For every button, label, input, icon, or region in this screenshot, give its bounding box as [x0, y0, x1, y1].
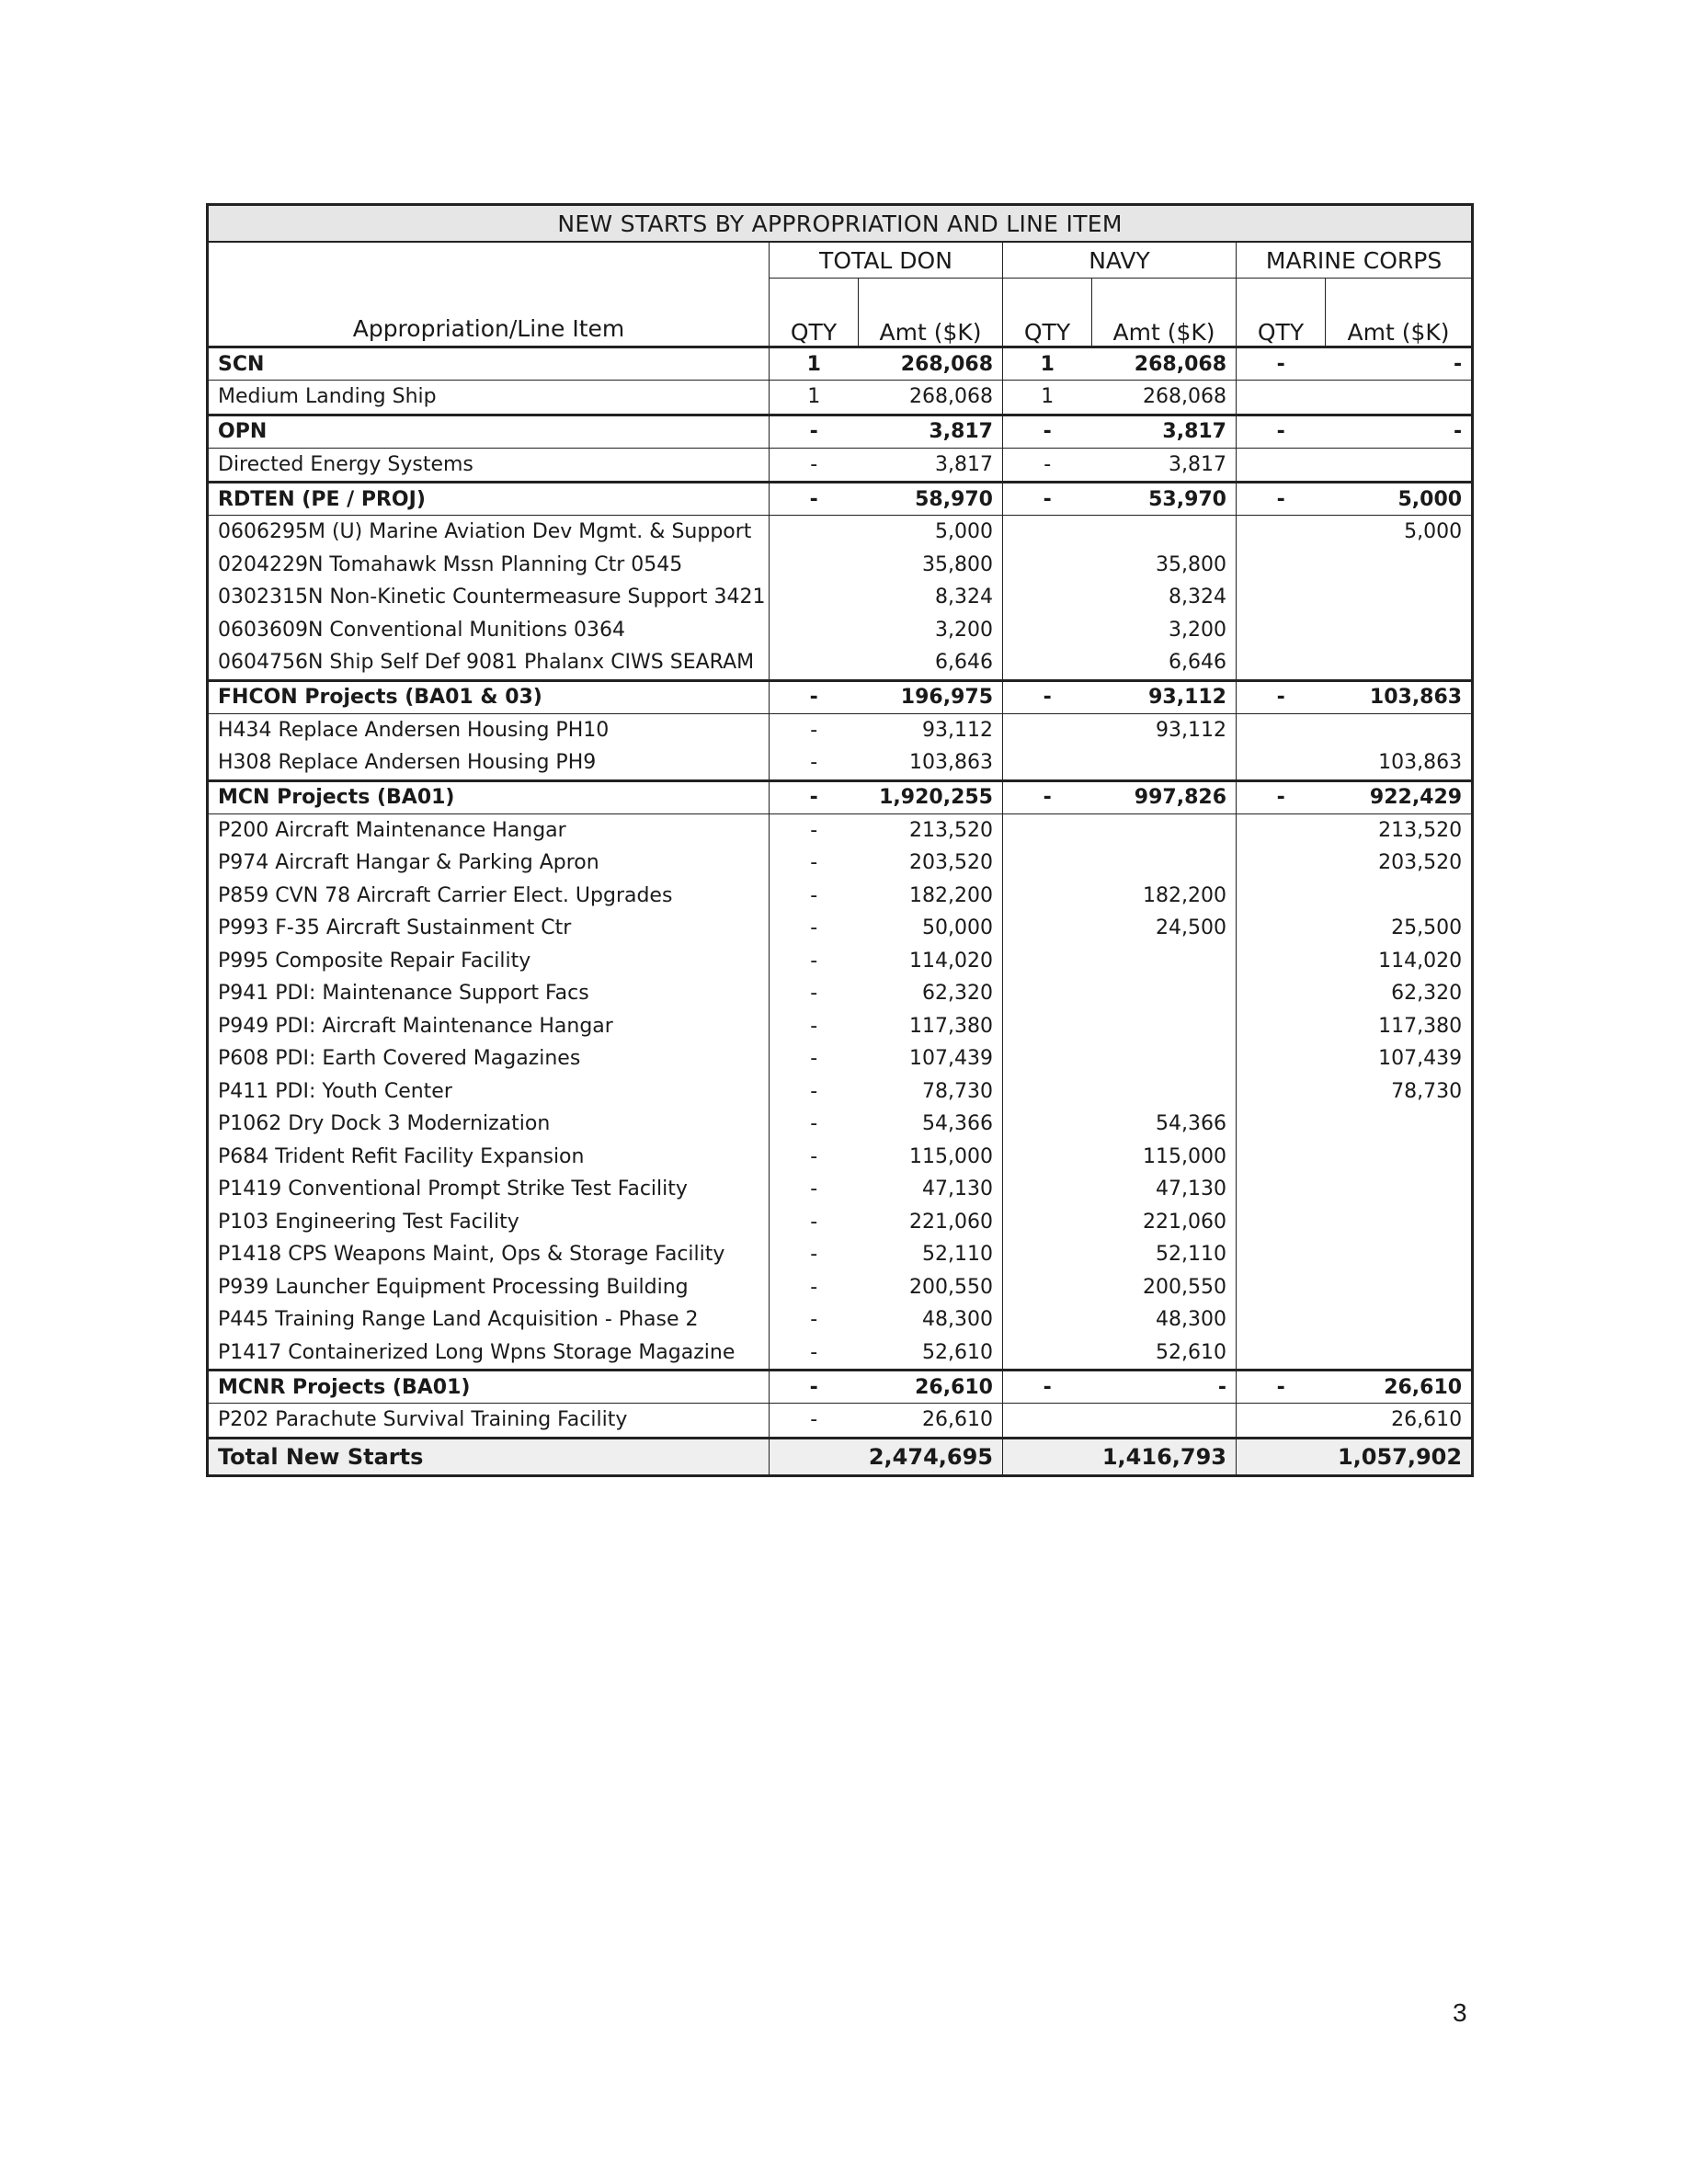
navy-qty-cell [1003, 945, 1092, 978]
line-item-row [208, 1141, 1473, 1174]
total-row [208, 1438, 1473, 1475]
mc-amt-cell [1326, 1271, 1473, 1304]
mc-qty-cell [1237, 1173, 1326, 1206]
qty-header: QTY [1003, 279, 1092, 347]
item-cell: Medium Landing Ship [208, 381, 770, 415]
don-amt-cell: 3,817 [859, 415, 1003, 448]
navy-amt-cell: 47,130 [1092, 1173, 1237, 1206]
don-amt-cell: 103,863 [859, 746, 1003, 780]
don-qty-cell: - [810, 1243, 818, 1267]
navy-qty-cell: - [1003, 680, 1092, 713]
don-amt-cell: 35,800 [859, 549, 1003, 582]
mc-qty-cell: - [1237, 680, 1326, 713]
mc-amt-cell [1326, 381, 1473, 415]
navy-amt-cell: 268,068 [1092, 381, 1237, 415]
category-row [208, 483, 1473, 516]
mc-qty-cell [1237, 1271, 1326, 1304]
item-cell: P103 Engineering Test Facility [208, 1206, 770, 1239]
navy-qty-cell [1003, 1042, 1092, 1075]
item-cell: 0302315N Non-Kinetic Countermeasure Support 3421 [208, 581, 770, 614]
navy-qty-cell [1003, 847, 1092, 880]
navy-amt-cell [1092, 1010, 1237, 1043]
navy-amt-cell: 3,200 [1092, 614, 1237, 647]
navy-amt-cell: 997,826 [1092, 780, 1237, 813]
navy-qty-cell: 1 [1003, 347, 1092, 381]
mc-qty-cell [1237, 549, 1326, 582]
line-item-row [208, 516, 1473, 549]
mc-amt-cell [1326, 581, 1473, 614]
don-amt-cell: 8,324 [859, 581, 1003, 614]
mc-qty-cell [1237, 614, 1326, 647]
line-item-row [208, 549, 1473, 582]
mc-amt-cell: - [1326, 415, 1473, 448]
mc-qty-cell [1237, 1141, 1326, 1174]
mc-qty-cell [1237, 1108, 1326, 1141]
navy-qty-cell: - [1044, 452, 1052, 476]
navy-qty-cell: - [1003, 1371, 1092, 1404]
don-amt-cell: 268,068 [859, 381, 1003, 415]
don-qty-cell: - [810, 818, 818, 842]
category-row [208, 680, 1473, 713]
new-starts-table [206, 203, 1474, 1477]
line-item-row [208, 912, 1473, 945]
don-qty-cell: - [770, 780, 859, 813]
item-cell: P445 Training Range Land Acquisition - Phase 2 [208, 1303, 770, 1337]
item-cell: SCN [208, 347, 770, 381]
don-amt-cell: 78,730 [859, 1075, 1003, 1109]
navy-qty-cell [1003, 516, 1092, 549]
navy-qty-cell [1003, 614, 1092, 647]
line-item-row [208, 713, 1473, 746]
don-amt-cell: 114,020 [859, 945, 1003, 978]
item-cell: P202 Parachute Survival Training Facility [208, 1404, 770, 1439]
line-item-row [208, 1404, 1473, 1439]
navy-amt-cell: 115,000 [1092, 1141, 1237, 1174]
don-amt-cell: 54,366 [859, 1108, 1003, 1141]
line-item-row [208, 977, 1473, 1010]
navy-amt-cell: 93,112 [1092, 680, 1237, 713]
item-cell: P993 F-35 Aircraft Sustainment Ctr [208, 912, 770, 945]
don-qty-cell: 1 [807, 385, 821, 409]
mc-amt-cell: 26,610 [1326, 1371, 1473, 1404]
mc-qty-cell [1237, 912, 1326, 945]
navy-amt-cell: 221,060 [1092, 1206, 1237, 1239]
don-amt-cell: 26,610 [859, 1404, 1003, 1439]
mc-amt-cell [1326, 614, 1473, 647]
total-navy-qty [1003, 1438, 1092, 1475]
line-item-row [208, 1337, 1473, 1371]
mc-amt-cell: 5,000 [1326, 483, 1473, 516]
mc-amt-cell [1326, 1206, 1473, 1239]
don-qty-cell: - [810, 1340, 818, 1364]
navy-amt-cell: 200,550 [1092, 1271, 1237, 1304]
group-header-marine-corps: MARINE CORPS [1237, 242, 1473, 279]
don-qty-cell: - [810, 1177, 818, 1201]
total-don-amt: 2,474,695 [859, 1438, 1003, 1475]
line-item-row [208, 1108, 1473, 1141]
mc-qty-cell: - [1237, 1371, 1326, 1404]
don-qty-cell: 1 [770, 347, 859, 381]
line-item-row [208, 847, 1473, 880]
item-cell: OPN [208, 415, 770, 448]
item-cell: H308 Replace Andersen Housing PH9 [208, 746, 770, 780]
navy-amt-cell [1092, 847, 1237, 880]
navy-amt-cell: 53,970 [1092, 483, 1237, 516]
mc-qty-cell [1237, 1042, 1326, 1075]
mc-amt-cell: 107,439 [1378, 1047, 1463, 1071]
navy-qty-cell: - [1003, 483, 1092, 516]
item-cell: RDTEN (PE / PROJ) [208, 483, 770, 516]
don-qty-cell [770, 646, 859, 680]
don-qty-cell: - [810, 1275, 818, 1299]
don-amt-cell: 200,550 [859, 1271, 1003, 1304]
qty-header: QTY [770, 279, 859, 347]
don-qty-cell: - [770, 680, 859, 713]
mc-qty-cell [1237, 813, 1326, 847]
don-qty-cell [770, 516, 859, 549]
mc-qty-cell [1237, 1404, 1326, 1439]
mc-amt-cell: 213,520 [1378, 818, 1463, 842]
item-cell: P411 PDI: Youth Center [208, 1075, 770, 1109]
don-qty-cell [770, 581, 859, 614]
mc-amt-cell [1326, 1238, 1473, 1271]
don-qty-cell: - [810, 949, 818, 973]
don-amt-cell: 58,970 [859, 483, 1003, 516]
mc-amt-cell: - [1326, 347, 1473, 381]
item-cell: P200 Aircraft Maintenance Hangar [208, 813, 770, 847]
don-amt-cell: 50,000 [859, 912, 1003, 945]
mc-qty-cell: - [1237, 483, 1326, 516]
amt-header: Amt ($K) [1092, 279, 1237, 347]
don-amt-cell: 6,646 [859, 646, 1003, 680]
amt-header: Amt ($K) [859, 279, 1003, 347]
item-cell: P1418 CPS Weapons Maint, Ops & Storage Facility [208, 1238, 770, 1271]
mc-amt-cell: 103,863 [1378, 751, 1463, 775]
item-cell: FHCON Projects (BA01 & 03) [208, 680, 770, 713]
navy-amt-cell [1092, 1042, 1237, 1075]
page-number: 3 [1453, 1998, 1467, 2027]
mc-qty-cell [1237, 880, 1326, 913]
mc-qty-cell [1237, 646, 1326, 680]
line-item-row [208, 381, 1473, 415]
mc-amt-cell: 62,320 [1391, 982, 1463, 1006]
navy-amt-cell [1092, 945, 1237, 978]
don-qty-cell: - [770, 483, 859, 516]
don-amt-cell: 203,520 [859, 847, 1003, 880]
item-cell: P1062 Dry Dock 3 Modernization [208, 1108, 770, 1141]
category-row [208, 347, 1473, 381]
item-cell: P1417 Containerized Long Wpns Storage Magazine [208, 1337, 770, 1371]
don-qty-cell: - [810, 718, 818, 742]
mc-amt-cell [1326, 1173, 1473, 1206]
don-qty-cell: - [810, 751, 818, 775]
category-row [208, 1371, 1473, 1404]
don-amt-cell: 62,320 [859, 977, 1003, 1010]
item-cell: 0604756N Ship Self Def 9081 Phalanx CIWS SEARAM [208, 646, 770, 680]
mc-qty-cell [1237, 713, 1326, 746]
line-item-row [208, 1303, 1473, 1337]
don-amt-cell: 115,000 [859, 1141, 1003, 1174]
don-amt-cell: 48,300 [859, 1303, 1003, 1337]
item-cell: P859 CVN 78 Aircraft Carrier Elect. Upgrades [208, 880, 770, 913]
qty-header: QTY [1237, 279, 1326, 347]
mc-amt-cell [1326, 1108, 1473, 1141]
mc-qty-cell [1237, 1075, 1326, 1109]
navy-qty-cell [1003, 977, 1092, 1010]
don-qty-cell: - [810, 452, 818, 476]
don-qty-cell: - [810, 1210, 818, 1234]
mc-qty-cell [1237, 1238, 1326, 1271]
don-qty-cell: - [770, 1371, 859, 1404]
mc-amt-cell [1326, 1141, 1473, 1174]
mc-amt-cell: 26,610 [1391, 1408, 1463, 1432]
don-qty-cell: - [810, 1079, 818, 1103]
line-item-row [208, 813, 1473, 847]
item-cell: 0603609N Conventional Munitions 0364 [208, 614, 770, 647]
category-row [208, 780, 1473, 813]
don-amt-cell: 5,000 [859, 516, 1003, 549]
mc-amt-cell [1326, 880, 1473, 913]
mc-qty-cell [1237, 1010, 1326, 1043]
total-mc-amt: 1,057,902 [1326, 1438, 1473, 1475]
group-header-total-don: TOTAL DON [770, 242, 1003, 279]
mc-qty-cell [1237, 1337, 1326, 1371]
mc-amt-cell [1326, 448, 1473, 483]
mc-qty-cell [1237, 1303, 1326, 1337]
navy-amt-cell: 268,068 [1092, 347, 1237, 381]
item-cell: MCN Projects (BA01) [208, 780, 770, 813]
amt-header: Amt ($K) [1326, 279, 1473, 347]
total-label: Total New Starts [208, 1438, 770, 1475]
navy-qty-cell [1003, 746, 1092, 780]
navy-qty-cell [1003, 1271, 1092, 1304]
item-cell: H434 Replace Andersen Housing PH10 [208, 713, 770, 746]
mc-amt-cell: 922,429 [1326, 780, 1473, 813]
navy-qty-cell: 1 [1041, 385, 1055, 409]
don-amt-cell: 117,380 [859, 1010, 1003, 1043]
mc-amt-cell: 203,520 [1378, 851, 1463, 875]
item-cell: P1419 Conventional Prompt Strike Test Facility [208, 1173, 770, 1206]
mc-amt-cell: 103,863 [1326, 680, 1473, 713]
don-qty-cell: - [810, 1112, 818, 1136]
item-cell: 0204229N Tomahawk Mssn Planning Ctr 0545 [208, 549, 770, 582]
mc-qty-cell: - [1237, 780, 1326, 813]
navy-qty-cell [1003, 646, 1092, 680]
don-qty-cell: - [770, 415, 859, 448]
mc-amt-cell [1326, 549, 1473, 582]
navy-amt-cell: 54,366 [1092, 1108, 1237, 1141]
line-item-row [208, 1010, 1473, 1043]
navy-amt-cell: 93,112 [1092, 713, 1237, 746]
table-body [208, 347, 1473, 1439]
navy-amt-cell: 8,324 [1092, 581, 1237, 614]
don-qty-cell: - [810, 1308, 818, 1332]
mc-amt-cell [1326, 713, 1473, 746]
don-qty-cell [770, 614, 859, 647]
line-item-row [208, 1173, 1473, 1206]
don-qty-cell: - [810, 1408, 818, 1432]
group-header-navy: NAVY [1003, 242, 1237, 279]
navy-amt-cell: 52,110 [1092, 1238, 1237, 1271]
don-amt-cell: 1,920,255 [859, 780, 1003, 813]
item-cell: Directed Energy Systems [208, 448, 770, 483]
navy-amt-cell [1092, 746, 1237, 780]
total-mc-qty [1237, 1438, 1326, 1475]
navy-amt-cell: 35,800 [1092, 549, 1237, 582]
don-amt-cell: 3,200 [859, 614, 1003, 647]
navy-amt-cell: 182,200 [1092, 880, 1237, 913]
mc-amt-cell [1326, 1337, 1473, 1371]
don-amt-cell: 196,975 [859, 680, 1003, 713]
item-cell: P939 Launcher Equipment Processing Building [208, 1271, 770, 1304]
navy-qty-cell [1003, 549, 1092, 582]
item-cell: P949 PDI: Aircraft Maintenance Hangar [208, 1010, 770, 1043]
item-cell: P974 Aircraft Hangar & Parking Apron [208, 847, 770, 880]
navy-qty-cell [1003, 1206, 1092, 1239]
navy-qty-cell [1003, 1141, 1092, 1174]
line-item-row [208, 1075, 1473, 1109]
don-qty-cell: - [810, 982, 818, 1006]
navy-qty-cell [1003, 1108, 1092, 1141]
don-qty-cell: - [810, 883, 818, 907]
navy-amt-cell [1092, 1404, 1237, 1439]
don-amt-cell: 182,200 [859, 880, 1003, 913]
navy-amt-cell [1092, 1075, 1237, 1109]
mc-amt-cell: 117,380 [1378, 1014, 1463, 1038]
item-cell: P941 PDI: Maintenance Support Facs [208, 977, 770, 1010]
don-qty-cell: - [810, 851, 818, 875]
navy-qty-cell [1003, 1337, 1092, 1371]
don-amt-cell: 221,060 [859, 1206, 1003, 1239]
mc-qty-cell [1237, 1206, 1326, 1239]
don-amt-cell: 107,439 [859, 1042, 1003, 1075]
line-item-row [208, 1042, 1473, 1075]
line-item-row [208, 614, 1473, 647]
navy-qty-cell [1003, 1238, 1092, 1271]
line-item-row [208, 581, 1473, 614]
item-cell: P684 Trident Refit Facility Expansion [208, 1141, 770, 1174]
item-cell: P995 Composite Repair Facility [208, 945, 770, 978]
navy-amt-cell: 3,817 [1092, 448, 1237, 483]
navy-amt-cell [1092, 977, 1237, 1010]
total-navy-amt: 1,416,793 [1092, 1438, 1237, 1475]
don-amt-cell: 93,112 [859, 713, 1003, 746]
item-cell: 0606295M (U) Marine Aviation Dev Mgmt. & Support [208, 516, 770, 549]
navy-qty-cell [1003, 813, 1092, 847]
navy-qty-cell: - [1003, 415, 1092, 448]
don-qty-cell [770, 549, 859, 582]
don-amt-cell: 47,130 [859, 1173, 1003, 1206]
line-item-row [208, 448, 1473, 483]
navy-qty-cell [1003, 1303, 1092, 1337]
item-cell: MCNR Projects (BA01) [208, 1371, 770, 1404]
don-qty-cell: - [810, 916, 818, 940]
mc-amt-cell [1326, 646, 1473, 680]
navy-amt-cell [1092, 516, 1237, 549]
don-amt-cell: 52,110 [859, 1238, 1003, 1271]
mc-amt-cell: 114,020 [1378, 949, 1463, 973]
navy-qty-cell [1003, 880, 1092, 913]
mc-qty-cell: - [1237, 347, 1326, 381]
total-don-qty [770, 1438, 859, 1475]
mc-qty-cell [1237, 746, 1326, 780]
mc-amt-cell: 5,000 [1404, 520, 1463, 544]
navy-amt-cell: 24,500 [1092, 912, 1237, 945]
line-item-row [208, 945, 1473, 978]
navy-amt-cell: 6,646 [1092, 646, 1237, 680]
mc-amt-cell [1326, 1303, 1473, 1337]
don-amt-cell: 268,068 [859, 347, 1003, 381]
table-title: NEW STARTS BY APPROPRIATION AND LINE ITEM [208, 205, 1473, 243]
mc-qty-cell: - [1237, 415, 1326, 448]
don-qty-cell: - [810, 1144, 818, 1168]
don-amt-cell: 26,610 [859, 1371, 1003, 1404]
mc-qty-cell [1237, 847, 1326, 880]
navy-amt-cell [1092, 813, 1237, 847]
navy-qty-cell [1003, 1404, 1092, 1439]
item-cell: P608 PDI: Earth Covered Magazines [208, 1042, 770, 1075]
mc-qty-cell [1237, 945, 1326, 978]
line-item-row [208, 1238, 1473, 1271]
don-qty-cell: - [810, 1014, 818, 1038]
line-item-row [208, 1206, 1473, 1239]
mc-amt-cell: 25,500 [1391, 916, 1463, 940]
navy-qty-cell [1003, 581, 1092, 614]
line-item-row [208, 1271, 1473, 1304]
navy-qty-cell [1003, 713, 1092, 746]
don-amt-cell: 52,610 [859, 1337, 1003, 1371]
mc-qty-cell [1237, 516, 1326, 549]
navy-qty-cell [1003, 1075, 1092, 1109]
mc-qty-cell [1237, 977, 1326, 1010]
navy-qty-cell [1003, 1010, 1092, 1043]
item-column-header: Appropriation/Line Item [208, 242, 770, 347]
don-amt-cell: 213,520 [859, 813, 1003, 847]
mc-amt-cell: 78,730 [1391, 1079, 1463, 1103]
mc-qty-cell [1237, 448, 1326, 483]
navy-qty-cell: - [1003, 780, 1092, 813]
don-amt-cell: 3,817 [859, 448, 1003, 483]
don-qty-cell: - [810, 1047, 818, 1071]
navy-qty-cell [1003, 1173, 1092, 1206]
line-item-row [208, 746, 1473, 780]
navy-amt-cell: 52,610 [1092, 1337, 1237, 1371]
category-row [208, 415, 1473, 448]
mc-qty-cell [1237, 381, 1326, 415]
navy-qty-cell [1003, 912, 1092, 945]
line-item-row [208, 646, 1473, 680]
navy-amt-cell: 3,817 [1092, 415, 1237, 448]
mc-qty-cell [1237, 581, 1326, 614]
line-item-row [208, 880, 1473, 913]
navy-amt-cell: - [1092, 1371, 1237, 1404]
navy-amt-cell: 48,300 [1092, 1303, 1237, 1337]
